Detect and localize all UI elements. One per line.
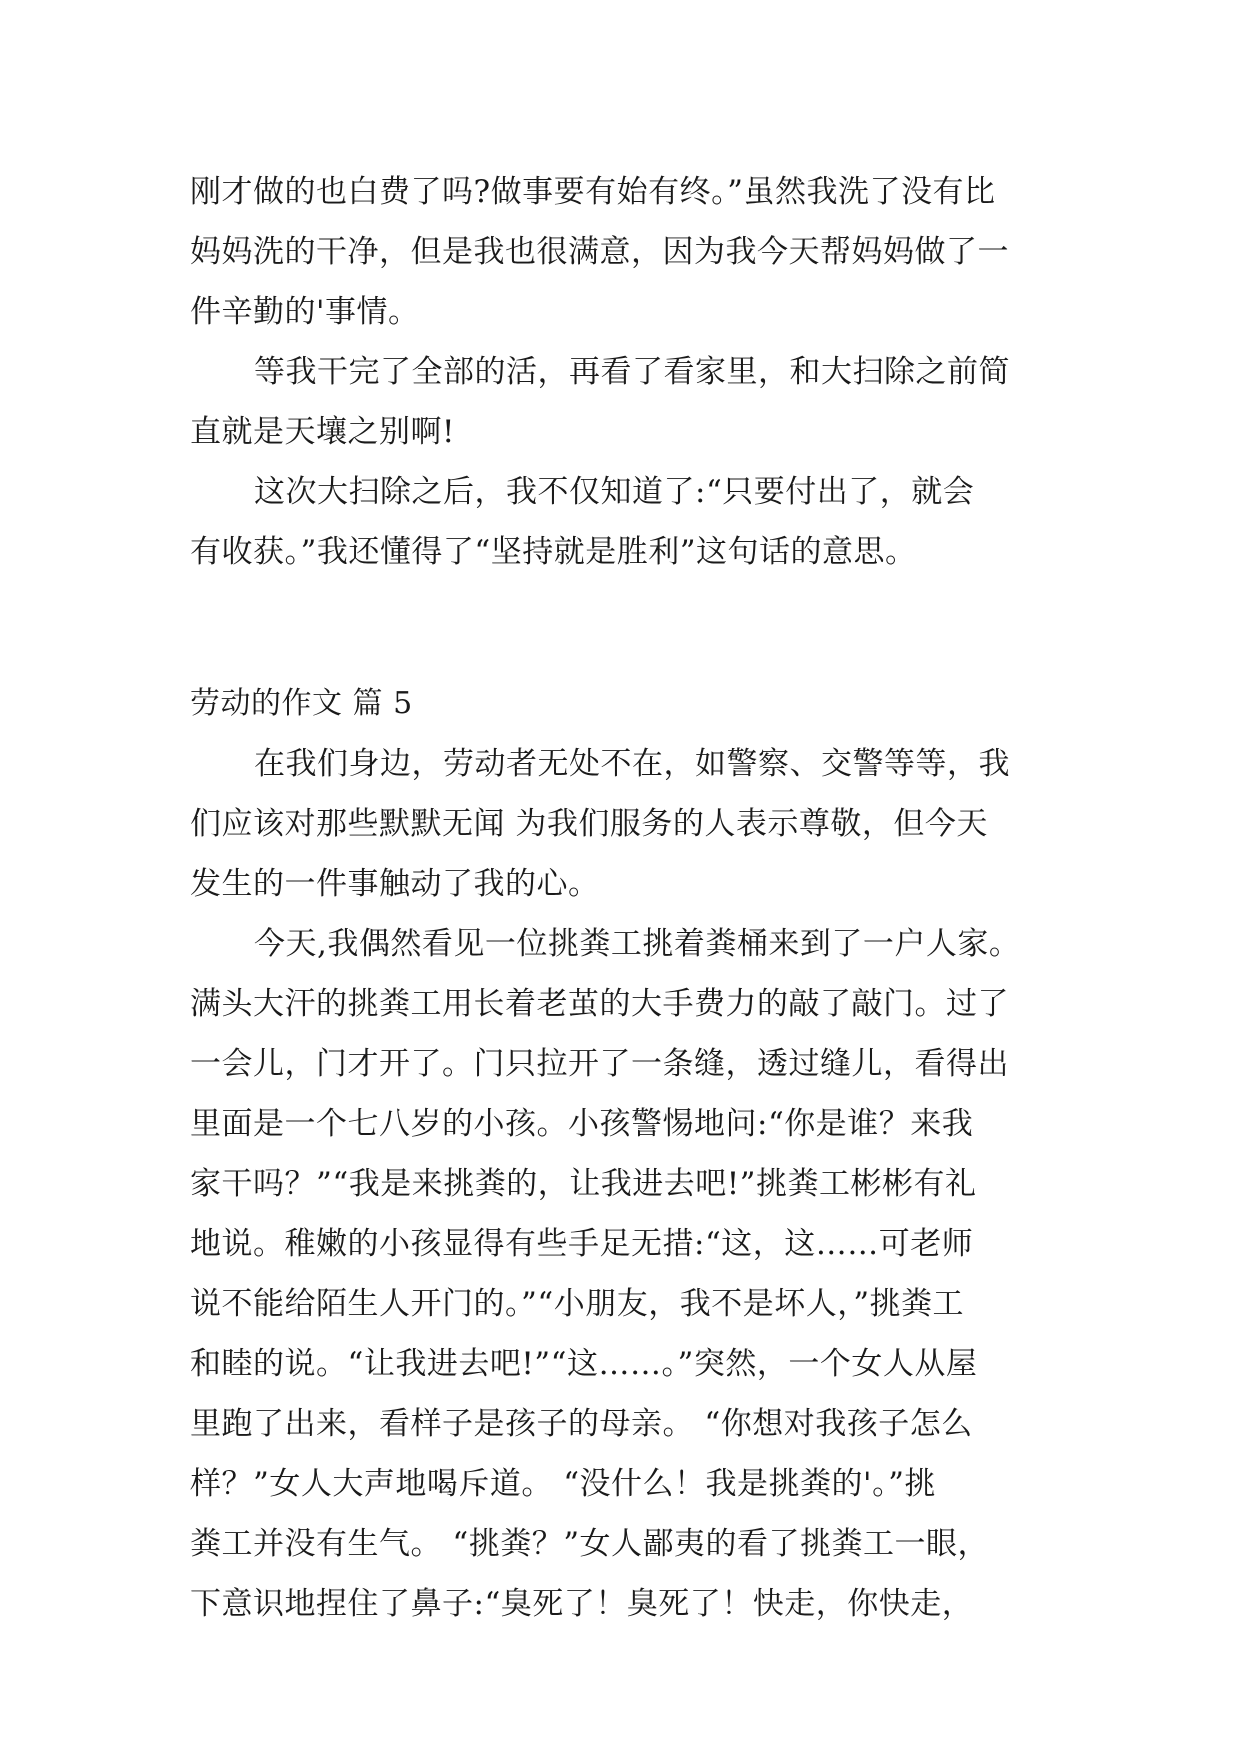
text-line: 和睦的说。“让我进去吧!”“这……。”突然，一个女人从屋 bbox=[190, 1346, 978, 1382]
paragraph-start: 等我干完了全部的活，再看了看家里，和大扫除之前简 bbox=[254, 354, 1010, 390]
text-line: 件辛勤的'事情。 bbox=[190, 294, 420, 330]
text-line: 下意识地捏住了鼻子:“臭死了！臭死了！快走，你快走， bbox=[190, 1586, 974, 1622]
paragraph-start: 今天,我偶然看见一位挑粪工挑着粪桶来到了一户人家。 bbox=[254, 926, 1021, 962]
paragraph-start: 这次大扫除之后，我不仅知道了:“只要付出了，就会 bbox=[254, 474, 975, 510]
paragraph-start: 在我们身边，劳动者无处不在，如警察、交警等等，我 bbox=[254, 746, 1010, 782]
section-heading: 劳动的作文 篇 5 bbox=[190, 686, 413, 721]
text-line: 里面是一个七八岁的小孩。小孩警惕地问:“你是谁？来我 bbox=[190, 1106, 974, 1142]
text-line: 里跑了出来，看样子是孩子的母亲。 “你想对我孩子怎么 bbox=[190, 1406, 973, 1442]
text-line: 发生的一件事触动了我的心。 bbox=[190, 866, 600, 902]
text-line: 直就是天壤之别啊! bbox=[190, 414, 455, 450]
text-line: 粪工并没有生气。 “挑粪？”女人鄙夷的看了挑粪工一眼， bbox=[190, 1526, 990, 1562]
text-line: 一会儿，门才开了。门只拉开了一条缝，透过缝儿，看得出 bbox=[190, 1046, 1009, 1082]
text-line: 地说。稚嫩的小孩显得有些手足无措:“这，这……可老师 bbox=[190, 1226, 974, 1262]
text-line: 家干吗？”“我是来挑粪的，让我进去吧!”挑粪工彬彬有礼 bbox=[190, 1166, 977, 1202]
text-line: 满头大汗的挑粪工用长着老茧的大手费力的敲了敲门。过了 bbox=[190, 986, 1009, 1022]
text-line: 有收获。”我还懂得了“坚持就是胜利”这句话的意思。 bbox=[190, 534, 917, 570]
text-line: 样？”女人大声地喝斥道。 “没什么！我是挑粪的'。”挑 bbox=[190, 1466, 936, 1502]
text-line: 刚才做的也白费了吗?做事要有始有终。”虽然我洗了没有比 bbox=[190, 174, 996, 210]
text-line: 们应该对那些默默无闻 为我们服务的人表示尊敬，但今天 bbox=[190, 806, 988, 842]
text-line: 妈妈洗的干净，但是我也很满意，因为我今天帮妈妈做了一 bbox=[190, 234, 1009, 270]
text-body bbox=[190, 168, 1070, 1640]
section-gap bbox=[190, 588, 1070, 680]
text-line: 说不能给陌生人开门的。”“小朋友，我不是坏人，”挑粪工 bbox=[190, 1286, 965, 1322]
